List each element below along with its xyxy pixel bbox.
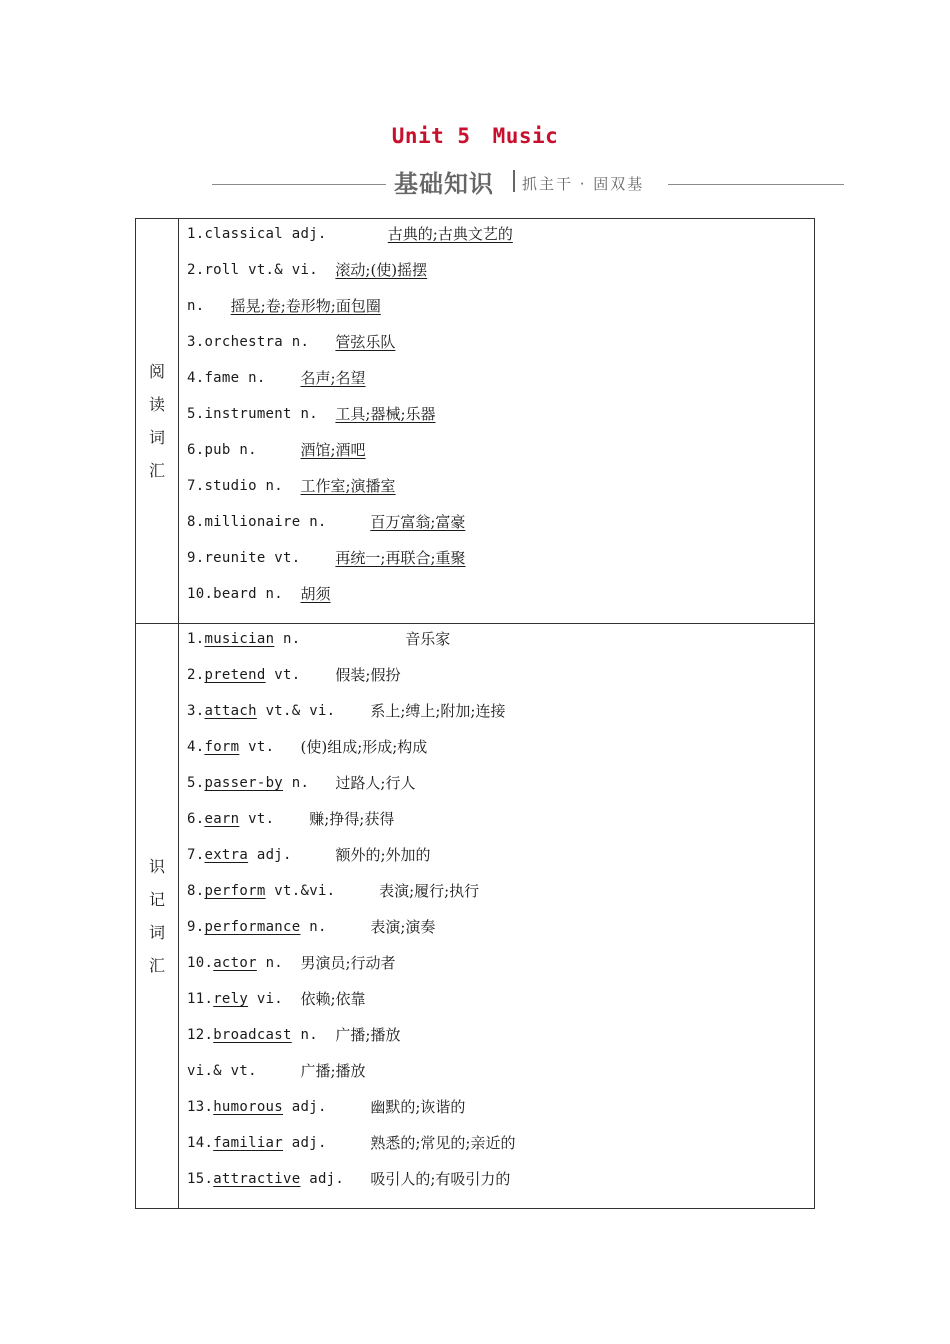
section-label-char: 阅	[148, 362, 165, 381]
part-of-speech: vt.	[265, 667, 301, 683]
vocab-item	[187, 1130, 814, 1166]
vocab-item	[187, 806, 814, 842]
vocab-item	[187, 257, 814, 293]
vocab-word: form	[204, 739, 240, 755]
vocab-entry: 1.	[187, 631, 205, 647]
vocab-entry: 8.millionaire n.	[187, 514, 327, 530]
vocab-entry: 12.	[187, 1027, 214, 1043]
vocab-entry: 4.fame n.	[187, 370, 266, 386]
vocab-item	[187, 626, 814, 662]
section-label	[136, 624, 179, 1209]
vocab-meaning: 系上;缚上;附加;连接	[370, 702, 506, 720]
part-of-speech: vt.& vi.	[256, 703, 336, 719]
part-of-speech: vi.	[248, 991, 284, 1007]
vocab-entry: 9.reunite vt.	[187, 550, 301, 566]
vocab-section-row	[136, 219, 815, 624]
vocab-entry: 2.roll vt.& vi.	[187, 262, 318, 278]
vocab-meaning: 表演;履行;执行	[379, 882, 480, 900]
vocab-word: earn	[204, 811, 240, 827]
vocab-entry: 11.	[187, 991, 214, 1007]
part-of-speech: n.	[300, 919, 327, 935]
part-of-speech: adj.	[300, 1171, 345, 1187]
vocab-word: pretend	[204, 667, 266, 683]
vocab-word: familiar	[213, 1135, 284, 1151]
vocab-entry: 10.beard n.	[187, 586, 284, 602]
section-items	[179, 219, 815, 624]
vocab-meaning: 摇晃;卷;卷形物;面包圈	[230, 297, 381, 315]
vocab-word: perform	[204, 883, 266, 899]
banner-divider-left	[212, 184, 386, 185]
vocab-entry: 3.orchestra n.	[187, 334, 310, 350]
banner-heading: 基础知识	[394, 170, 494, 198]
section-banner	[212, 164, 844, 198]
vocab-entry: 4.	[187, 739, 205, 755]
vocab-entry: 1.classical adj.	[187, 226, 327, 242]
vocab-item	[187, 842, 814, 878]
vocab-section-row	[136, 624, 815, 1209]
section-label-char: 词	[148, 923, 165, 942]
vocab-item	[187, 365, 814, 401]
vocab-word: attractive	[213, 1171, 301, 1187]
vocab-meaning: 过路人;行人	[335, 774, 416, 792]
banner-separator	[513, 170, 515, 192]
vocab-item	[187, 473, 814, 509]
unit-label: Unit 5	[391, 124, 471, 148]
part-of-speech: adj.	[283, 1099, 327, 1115]
vocab-word: actor	[213, 955, 257, 971]
vocab-entry: 8.	[187, 883, 205, 899]
vocab-meaning: 管弦乐队	[335, 333, 396, 351]
part-of-speech: vt.	[239, 811, 275, 827]
vocab-item	[187, 293, 814, 329]
vocab-entry: 9.	[187, 919, 205, 935]
vocab-meaning: 工具;器械;乐器	[335, 405, 436, 423]
vocab-meaning: 酒馆;酒吧	[300, 441, 366, 459]
page-title	[0, 124, 950, 148]
vocab-meaning: 吸引人的;有吸引力的	[370, 1170, 511, 1188]
vocab-entry: 2.	[187, 667, 205, 683]
vocab-entry: 6.pub n.	[187, 442, 257, 458]
vocab-item	[187, 437, 814, 473]
vocabulary-table	[135, 218, 815, 1209]
vocab-entry: 3.	[187, 703, 205, 719]
vocab-item	[187, 662, 814, 698]
section-label-char: 汇	[148, 461, 165, 480]
vocab-item	[187, 1022, 814, 1058]
vocab-entry: 5.	[187, 775, 205, 791]
vocab-meaning: 胡须	[300, 585, 331, 603]
vocab-entry: 6.	[187, 811, 205, 827]
vocab-word: passer-by	[204, 775, 284, 791]
vocab-entry: 14.	[187, 1135, 214, 1151]
vocab-item	[187, 698, 814, 734]
part-of-speech: n.	[283, 775, 310, 791]
banner-divider-right	[668, 184, 844, 185]
vocab-entry: 13.	[187, 1099, 214, 1115]
part-of-speech: vt.	[239, 739, 275, 755]
vocab-meaning: 广播;播放	[335, 1026, 401, 1044]
vocab-meaning: 古典的;古典文艺的	[387, 225, 513, 243]
vocab-meaning: 百万富翁;富豪	[370, 513, 466, 531]
vocab-word: performance	[204, 919, 301, 935]
vocab-meaning: 男演员;行动者	[300, 954, 396, 972]
vocab-item	[187, 986, 814, 1022]
vocab-meaning: 音乐家	[405, 630, 451, 648]
vocab-item	[187, 734, 814, 770]
vocab-word: broadcast	[213, 1027, 292, 1043]
vocab-item	[187, 1094, 814, 1130]
part-of-speech: adj.	[283, 1135, 327, 1151]
vocab-word: extra	[204, 847, 249, 863]
part-of-speech: n.	[256, 955, 284, 971]
vocab-meaning: 依赖;依靠	[300, 990, 366, 1008]
vocab-meaning: 熟悉的;常见的;亲近的	[370, 1134, 516, 1152]
vocab-meaning: 广播;播放	[300, 1062, 366, 1080]
vocab-meaning: 额外的;外加的	[335, 846, 431, 864]
banner-subheading: 抓主干 · 固双基	[522, 175, 645, 193]
vocab-meaning: (使)组成;形成;构成	[300, 738, 428, 756]
vocab-item	[187, 401, 814, 437]
vocab-entry: 7.studio n.	[187, 478, 284, 494]
vocab-meaning: 赚;挣得;获得	[309, 810, 395, 828]
vocab-entry: 15.	[187, 1171, 214, 1187]
section-label-char: 识	[148, 857, 165, 876]
vocab-word: musician	[204, 631, 275, 647]
vocab-item	[187, 509, 814, 545]
vocab-meaning: 工作室;演播室	[300, 477, 396, 495]
vocab-word: attach	[204, 703, 257, 719]
unit-topic: Music	[492, 124, 559, 148]
vocab-item	[187, 770, 814, 806]
vocab-item	[187, 914, 814, 950]
vocab-entry: vi.& vt.	[187, 1063, 257, 1079]
vocab-meaning: 滚动;(使)摇摆	[335, 261, 428, 279]
part-of-speech: n.	[274, 631, 301, 647]
part-of-speech: vt.&vi.	[265, 883, 336, 899]
section-label-char: 汇	[148, 956, 165, 975]
vocab-entry: 7.	[187, 847, 205, 863]
vocab-meaning: 幽默的;诙谐的	[370, 1098, 466, 1116]
vocab-word: humorous	[213, 1099, 284, 1115]
vocab-word: rely	[213, 991, 249, 1007]
part-of-speech: n.	[291, 1027, 318, 1043]
vocab-item	[187, 1166, 814, 1202]
vocab-entry: 5.instrument n.	[187, 406, 318, 422]
vocab-item	[187, 329, 814, 365]
vocab-meaning: 假装;假扮	[335, 666, 401, 684]
part-of-speech: adj.	[248, 847, 292, 863]
section-items	[179, 624, 815, 1209]
vocab-entry: n.	[187, 298, 205, 314]
vocab-entry: 10.	[187, 955, 214, 971]
section-label-char: 词	[148, 428, 165, 447]
vocab-meaning: 名声;名望	[300, 369, 366, 387]
vocab-item	[187, 221, 814, 257]
vocab-meaning: 表演;演奏	[370, 918, 436, 936]
vocab-item	[187, 878, 814, 914]
vocab-item	[187, 950, 814, 986]
section-label-char: 记	[148, 890, 165, 909]
vocab-item	[187, 1058, 814, 1094]
vocab-meaning: 再统一;再联合;重聚	[335, 549, 466, 567]
section-label-char: 读	[148, 395, 165, 414]
vocab-item	[187, 581, 814, 617]
section-label	[136, 219, 179, 624]
vocab-item	[187, 545, 814, 581]
